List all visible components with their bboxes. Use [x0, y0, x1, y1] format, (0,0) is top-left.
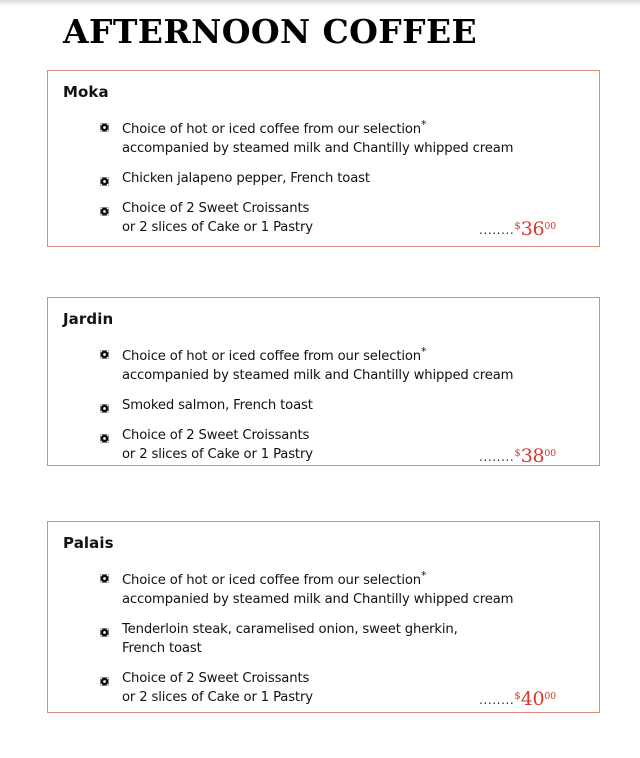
list-item: [100, 426, 587, 467]
menu-item-line: accompanied by steamed milk and Chantilly whipped cream: [122, 141, 514, 156]
list-item: [100, 396, 587, 415]
menu-item-line: French toast: [122, 641, 202, 656]
floral-square-bullet-icon: [100, 173, 109, 182]
menu-item-line: or 2 slices of Cake or 1 Pastry: [122, 447, 313, 462]
footnote-marker: *: [421, 569, 427, 582]
floral-square-bullet-icon: [100, 430, 109, 439]
price-amount: 40: [520, 688, 545, 710]
menu-item-line: accompanied by steamed milk and Chantilly whipped cream: [122, 592, 514, 607]
menu-item-text: [122, 566, 587, 609]
floral-square-bullet-icon: [100, 119, 109, 128]
leader-dots: ........: [479, 223, 515, 237]
floral-square-bullet-icon: [100, 673, 109, 682]
menu-item-line: or 2 slices of Cake or 1 Pastry: [122, 690, 313, 705]
currency-symbol: $: [514, 221, 521, 232]
menu-set-name: Moka: [63, 83, 109, 101]
menu-item-list: [100, 566, 587, 710]
price-cents: 00: [544, 221, 556, 232]
price-block[interactable]: [479, 688, 556, 710]
list-item: [100, 199, 587, 240]
list-item: [100, 566, 587, 609]
page-title: AFTERNOON COFFEE: [63, 12, 478, 51]
menu-item-line: Choice of hot or iced coffee from our selection: [122, 573, 421, 588]
menu-item-line: Choice of hot or iced coffee from our selection: [122, 122, 421, 137]
menu-item-text: [122, 396, 587, 415]
menu-item-line: or 2 slices of Cake or 1 Pastry: [122, 220, 313, 235]
menu-item-line: Choice of hot or iced coffee from our selection: [122, 349, 421, 364]
currency-symbol: $: [514, 691, 521, 702]
floral-square-bullet-icon: [100, 624, 109, 633]
menu-set-name: Jardin: [63, 310, 114, 328]
menu-item-text: [122, 620, 587, 658]
menu-item-line: Choice of 2 Sweet Croissants: [122, 671, 310, 686]
menu-set-card[interactable]: [47, 521, 600, 713]
floral-square-bullet-icon: [100, 346, 109, 355]
currency-symbol: $: [514, 448, 521, 459]
menu-set-name: Palais: [63, 534, 114, 552]
price-cents: 00: [544, 448, 556, 459]
list-item: [100, 115, 587, 158]
list-item: [100, 169, 587, 188]
list-item: [100, 342, 587, 385]
menu-item-line: Tenderloin steak, caramelised onion, sweet gherkin,: [122, 622, 458, 637]
floral-square-bullet-icon: [100, 570, 109, 579]
menu-item-line: Chicken jalapeno pepper, French toast: [122, 171, 370, 186]
price-amount: 36: [520, 218, 545, 240]
list-item: [100, 669, 587, 710]
menu-item-line: Smoked salmon, French toast: [122, 398, 313, 413]
price-block[interactable]: [479, 218, 556, 240]
list-item: [100, 620, 587, 658]
price-block[interactable]: [479, 445, 556, 467]
price-cents: 00: [544, 691, 556, 702]
floral-square-bullet-icon: [100, 203, 109, 212]
menu-item-list: [100, 342, 587, 467]
menu-item-line: Choice of 2 Sweet Croissants: [122, 201, 310, 216]
leader-dots: ........: [479, 450, 515, 464]
menu-item-line: accompanied by steamed milk and Chantilly whipped cream: [122, 368, 514, 383]
menu-item-text: [122, 169, 587, 188]
menu-set-card[interactable]: [47, 297, 600, 466]
menu-item-line: Choice of 2 Sweet Croissants: [122, 428, 310, 443]
leader-dots: ........: [479, 693, 515, 707]
page-top-shading: [0, 0, 640, 7]
menu-set-card[interactable]: [47, 70, 600, 247]
footnote-marker: *: [421, 118, 427, 131]
floral-square-bullet-icon: [100, 400, 109, 409]
menu-item-text: [122, 342, 587, 385]
menu-item-list: [100, 115, 587, 240]
menu-item-text: [122, 115, 587, 158]
price-amount: 38: [520, 445, 545, 467]
footnote-marker: *: [421, 345, 427, 358]
